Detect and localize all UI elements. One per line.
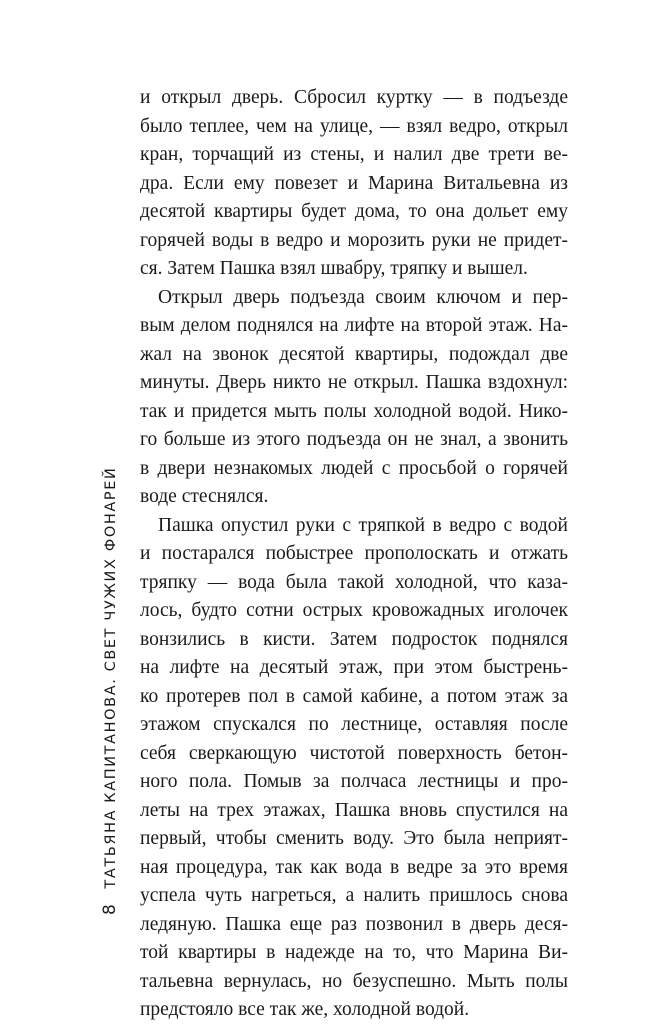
text-line: ко протерев пол в самой кабине, а потом этаж за xyxy=(140,685,568,707)
text-line: минуты. Дверь никто не открыл. Пашка вздохнул: xyxy=(140,372,568,393)
page-number: 8 xyxy=(100,902,120,915)
text-line: ного пола. Помыв за полчаса лестницы и про- xyxy=(140,771,568,792)
text-line: дра. Если ему повезет и Марина Витальевна из xyxy=(140,172,568,194)
paragraph-2 xyxy=(140,284,568,512)
text-line: этажом спускался по лестнице, оставляя после xyxy=(140,714,568,735)
text-line: Пашка опустил руки с тряпкой в ведро с водой xyxy=(158,514,568,536)
text-line: ная процедура, так как вода в ведре за это время xyxy=(140,856,568,878)
text-line: предстояло все так же, холодной водой. xyxy=(140,999,470,1020)
text-line: на лифте на десятый этаж, при этом быстрень- xyxy=(140,657,568,678)
text-line: первый, чтобы сменить воду. Это была неприят- xyxy=(140,828,568,849)
text-line: кран, торчащий из стены, и налил две трети ве- xyxy=(140,144,568,165)
text-line: го больше из этого подъезда он не знал, а звонить xyxy=(140,429,568,450)
text-line: жал на звонок десятой квартиры, подождал две xyxy=(140,343,568,365)
running-head-title: ТАТЬЯНА КАПИТАНОВА. СВЕТ ЧУЖИХ ФОНАРЕЙ xyxy=(103,466,119,889)
text-line: вонзились в кисти. Затем подросток поднялся xyxy=(140,628,568,650)
text-line: вым делом поднялся на лифте на второй этаж. На- xyxy=(140,315,568,336)
paragraph-1 xyxy=(140,84,568,284)
text-line: Открыл дверь подъезда своим ключом и пер- xyxy=(158,286,568,308)
text-line: и постарался побыстрее прополоскать и отжать xyxy=(140,543,568,564)
text-line: успела чуть нагреться, а налить пришлось снова xyxy=(140,885,568,906)
page-text xyxy=(140,84,568,1025)
text-line: десятой квартиры будет дома, то она дольет ему xyxy=(140,201,568,222)
text-line: себя сверкающую чистотой поверхность бетон- xyxy=(140,742,568,764)
text-line: так и придется мыть полы холодной водой. Нико- xyxy=(140,400,568,422)
text-line: в двери незнакомых людей с просьбой о горячей xyxy=(140,457,568,479)
text-line: той квартиры в надежде на то, что Марина Ви- xyxy=(140,942,568,963)
paragraph-3 xyxy=(140,512,568,1025)
running-head xyxy=(100,467,121,915)
text-line: и открыл дверь. Сбросил куртку — в подъезде xyxy=(140,87,568,108)
text-line: тальевна вернулась, но безуспешно. Мыть полы xyxy=(140,970,568,992)
text-line: лось, будто сотни острых кровожадных иголочек xyxy=(140,600,568,621)
text-line: ледяную. Пашка еще раз позвонил в дверь деся- xyxy=(140,913,568,935)
text-line: ся. Затем Пашка взял швабру, тряпку и вышел. xyxy=(140,258,528,279)
text-line: воде стеснялся. xyxy=(140,486,269,507)
text-line: горячей воды в ведро и морозить руки не придет- xyxy=(140,229,568,251)
text-line: леты на трех этажах, Пашка вновь спустился на xyxy=(140,799,568,821)
text-line: было теплее, чем на улице, — взял ведро, открыл xyxy=(140,115,568,137)
text-line: тряпку — вода была такой холодной, что каза- xyxy=(140,571,568,593)
